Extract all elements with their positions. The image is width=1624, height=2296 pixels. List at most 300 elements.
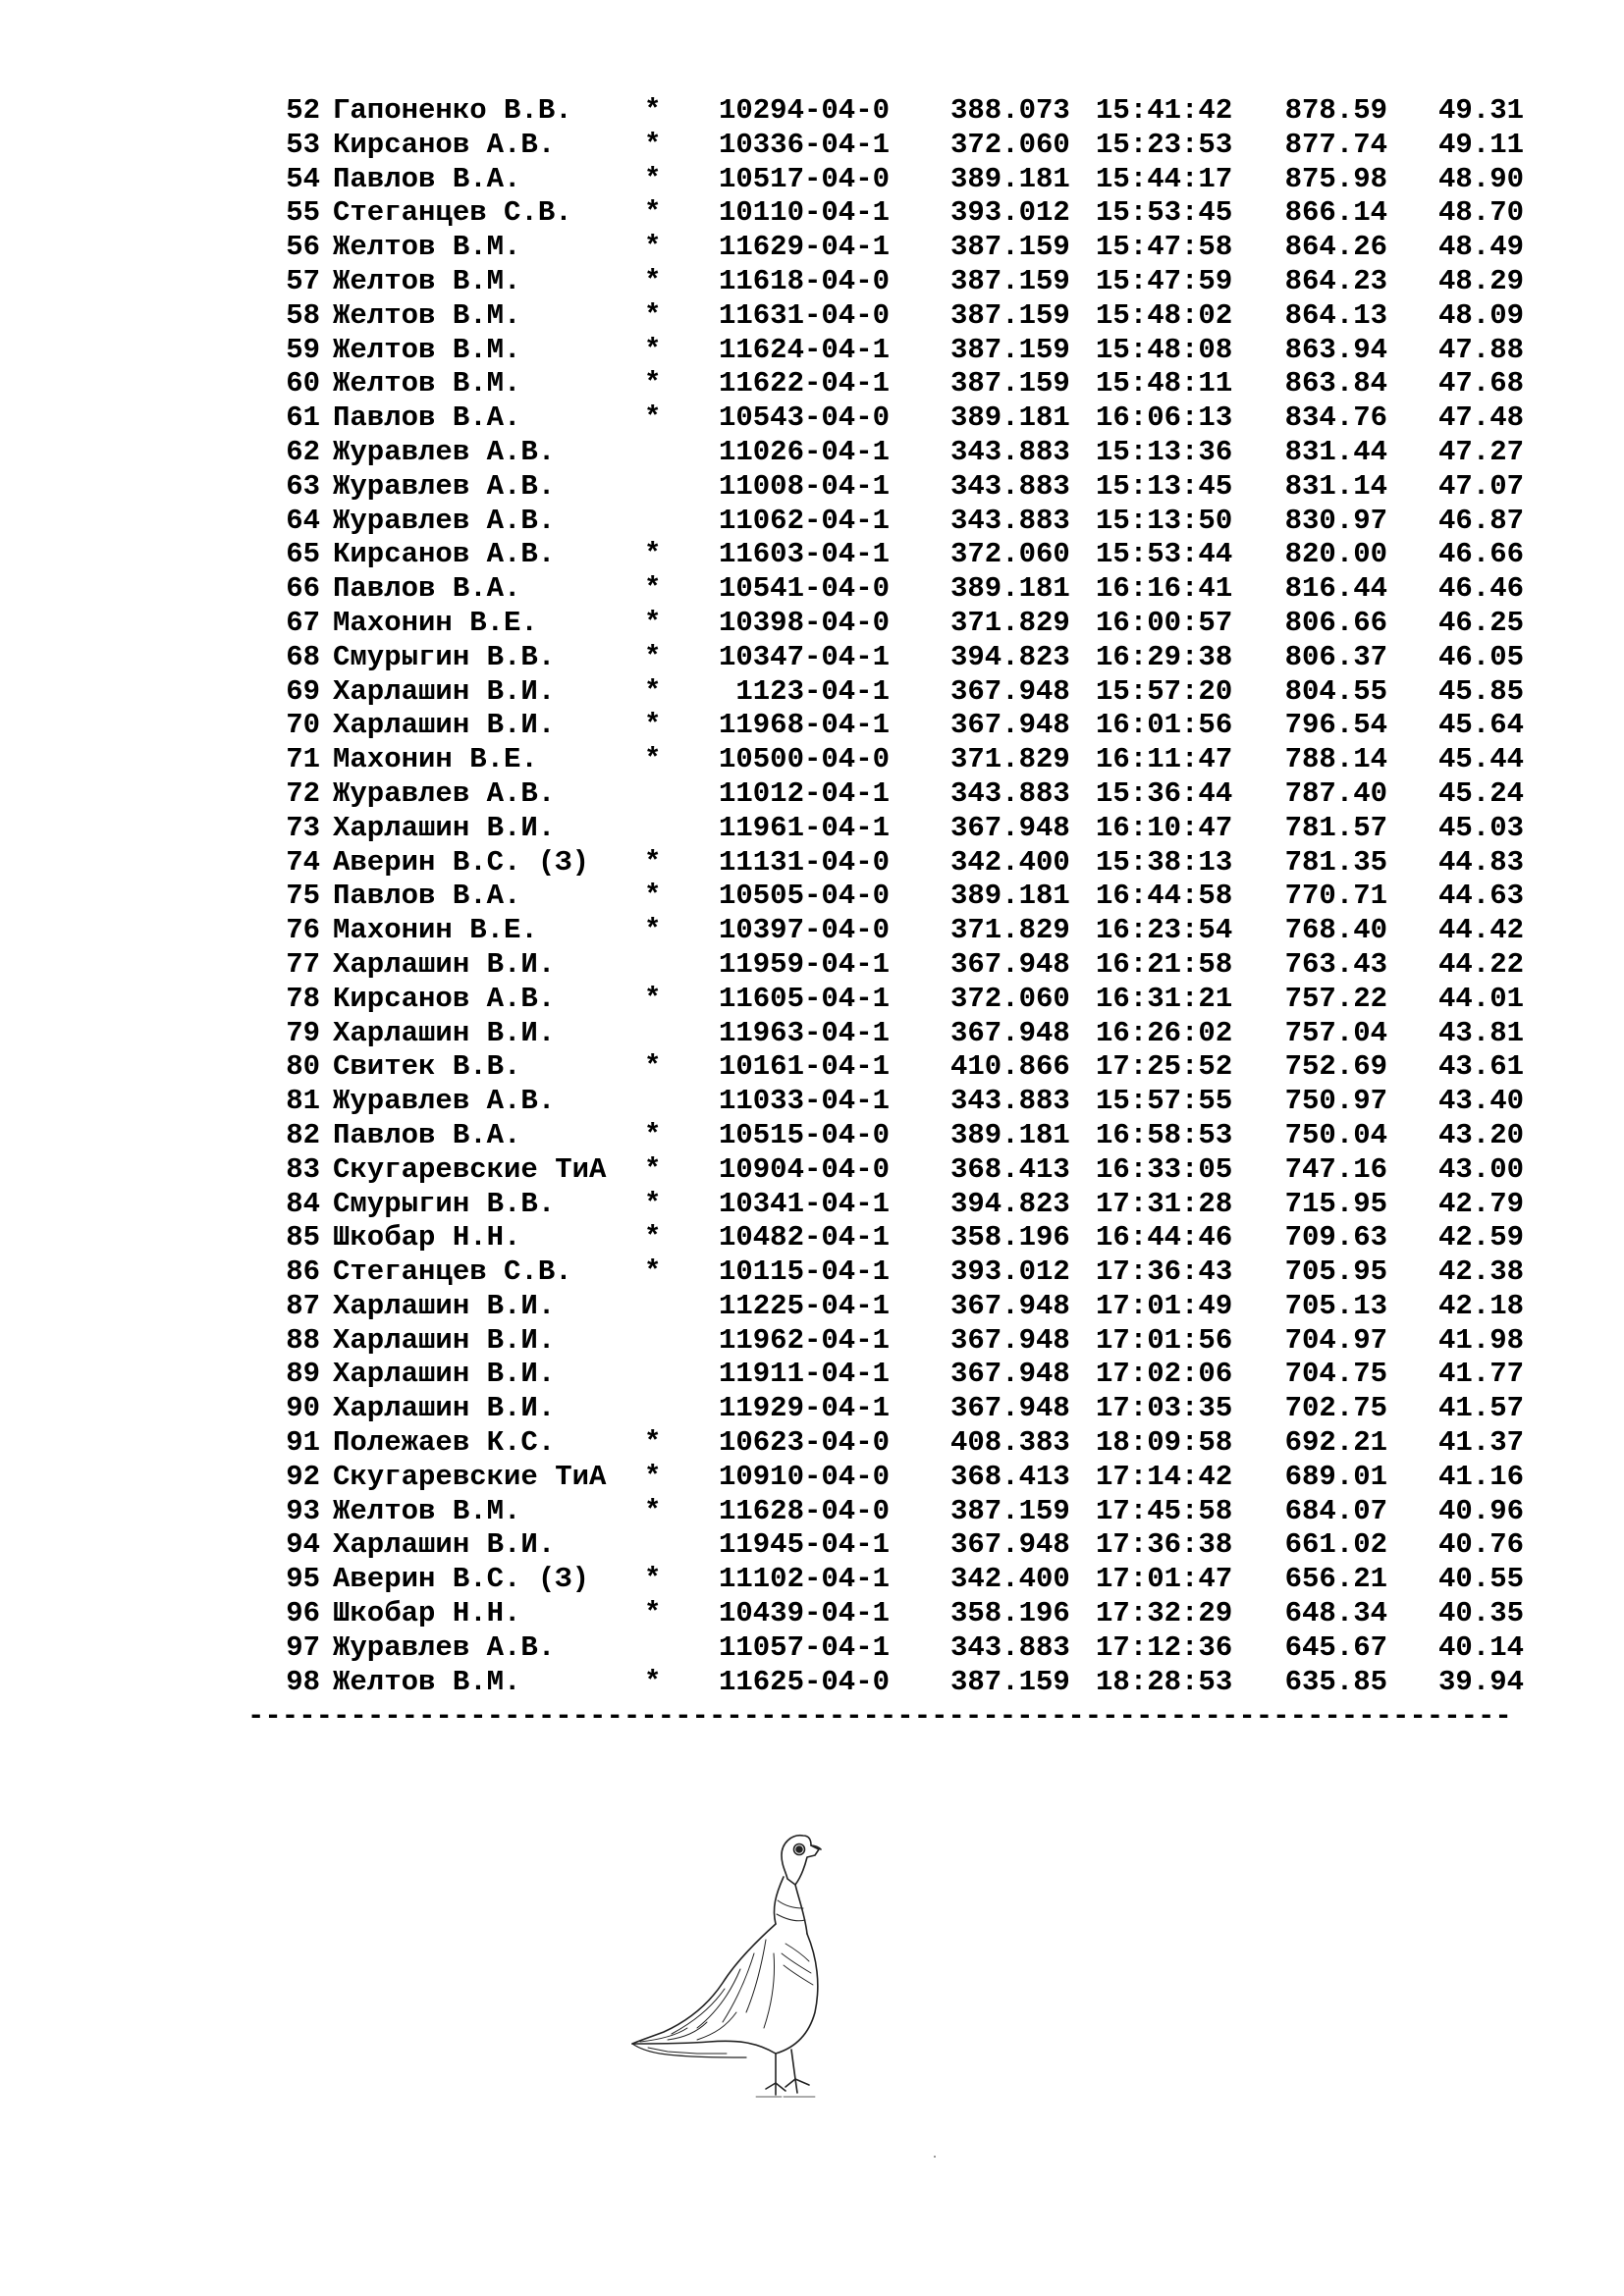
ring-number: 11603-04-1 [718, 538, 890, 571]
arrival-time: 15:53:44 [1096, 538, 1233, 571]
speed-value: 763.43 [1284, 947, 1387, 981]
fancier-name: Кирсанов А.В. [333, 982, 556, 1015]
place-number: 77 [286, 947, 320, 981]
star-marker: * [644, 162, 662, 195]
table-row [281, 743, 1557, 777]
place-number: 56 [286, 231, 320, 264]
place-number: 85 [286, 1221, 320, 1255]
fancier-name: Шкобар Н.Н. [333, 1221, 521, 1255]
fancier-name: Кирсанов А.В. [333, 128, 556, 161]
arrival-time: 16:44:58 [1096, 880, 1233, 913]
table-row [281, 1666, 1557, 1700]
speed-value: 796.54 [1284, 709, 1387, 742]
place-number: 57 [286, 264, 320, 297]
arrival-time: 15:23:53 [1096, 128, 1233, 161]
place-number: 79 [286, 1016, 320, 1049]
speed-value: 757.04 [1284, 1016, 1387, 1049]
table-row [281, 1153, 1557, 1188]
distance-value: 367.948 [950, 1323, 1070, 1357]
arrival-time: 15:38:13 [1096, 845, 1233, 879]
table-row [281, 401, 1557, 436]
ring-number: 10398-04-0 [718, 606, 890, 639]
distance-value: 343.883 [950, 504, 1070, 537]
fancier-name: Павлов В.А. [333, 1118, 521, 1151]
arrival-time: 17:32:29 [1096, 1597, 1233, 1630]
points-value: 43.00 [1437, 1152, 1524, 1186]
arrival-time: 16:44:46 [1096, 1221, 1233, 1255]
fancier-name: Гапоненко В.В. [333, 94, 572, 127]
fancier-name: Скугаревские ТиА [333, 1460, 607, 1493]
table-row [281, 436, 1557, 470]
arrival-time: 15:13:50 [1096, 504, 1233, 537]
place-number: 52 [286, 94, 320, 127]
points-value: 44.63 [1437, 880, 1524, 913]
ring-number: 11622-04-1 [718, 367, 890, 400]
table-row [281, 1495, 1557, 1529]
place-number: 87 [286, 1289, 320, 1322]
distance-value: 372.060 [950, 982, 1070, 1015]
points-value: 40.96 [1437, 1494, 1524, 1527]
ring-number: 11911-04-1 [718, 1358, 890, 1391]
fancier-name: Желтов В.М. [333, 1494, 521, 1527]
ring-number: 11033-04-1 [718, 1085, 890, 1118]
speed-value: 804.55 [1284, 674, 1387, 708]
speed-value: 704.97 [1284, 1323, 1387, 1357]
distance-value: 372.060 [950, 128, 1070, 161]
arrival-time: 16:10:47 [1096, 811, 1233, 844]
speed-value: 656.21 [1284, 1563, 1387, 1596]
speed-value: 750.04 [1284, 1118, 1387, 1151]
speed-value: 692.21 [1284, 1426, 1387, 1460]
arrival-time: 15:41:42 [1096, 94, 1233, 127]
arrival-time: 17:02:06 [1096, 1358, 1233, 1391]
points-value: 45.24 [1437, 776, 1524, 810]
fancier-name: Махонин В.Е. [333, 743, 538, 776]
table-row [281, 607, 1557, 641]
ring-number: 11605-04-1 [718, 982, 890, 1015]
points-value: 49.31 [1437, 94, 1524, 127]
points-value: 45.85 [1437, 674, 1524, 708]
points-value: 47.27 [1437, 435, 1524, 468]
fancier-name: Журавлев А.В. [333, 504, 556, 537]
arrival-time: 17:36:43 [1096, 1255, 1233, 1289]
fancier-name: Журавлев А.В. [333, 435, 556, 468]
distance-value: 342.400 [950, 845, 1070, 879]
fancier-name: Харлашин В.И. [333, 709, 556, 742]
points-value: 44.42 [1437, 914, 1524, 947]
fancier-name: Махонин В.Е. [333, 914, 538, 947]
points-value: 41.16 [1437, 1460, 1524, 1493]
points-value: 42.18 [1437, 1289, 1524, 1322]
arrival-time: 16:23:54 [1096, 914, 1233, 947]
star-marker: * [644, 1460, 662, 1493]
distance-value: 358.196 [950, 1597, 1070, 1630]
speed-value: 781.35 [1284, 845, 1387, 879]
distance-value: 368.413 [950, 1460, 1070, 1493]
points-value: 43.61 [1437, 1050, 1524, 1084]
arrival-time: 16:21:58 [1096, 947, 1233, 981]
table-row [281, 1597, 1557, 1631]
ring-number: 11057-04-1 [718, 1630, 890, 1664]
table-row [281, 777, 1557, 812]
speed-value: 877.74 [1284, 128, 1387, 161]
ring-number: 10623-04-0 [718, 1426, 890, 1460]
distance-value: 389.181 [950, 401, 1070, 435]
ring-number: 10115-04-1 [718, 1255, 890, 1289]
table-row [281, 1426, 1557, 1461]
star-marker: * [644, 333, 662, 366]
speed-value: 645.67 [1284, 1630, 1387, 1664]
fancier-name: Шкобар Н.Н. [333, 1597, 521, 1630]
distance-value: 388.073 [950, 94, 1070, 127]
distance-value: 372.060 [950, 538, 1070, 571]
points-value: 40.35 [1437, 1597, 1524, 1630]
place-number: 65 [286, 538, 320, 571]
speed-value: 781.57 [1284, 811, 1387, 844]
points-value: 45.64 [1437, 709, 1524, 742]
speed-value: 702.75 [1284, 1392, 1387, 1425]
place-number: 58 [286, 298, 320, 332]
distance-value: 367.948 [950, 1289, 1070, 1322]
speed-value: 648.34 [1284, 1597, 1387, 1630]
points-value: 43.81 [1437, 1016, 1524, 1049]
table-row [281, 812, 1557, 846]
fancier-name: Смурыгин В.В. [333, 640, 556, 673]
distance-value: 389.181 [950, 880, 1070, 913]
place-number: 84 [286, 1187, 320, 1220]
distance-value: 387.159 [950, 1494, 1070, 1527]
place-number: 94 [286, 1528, 320, 1562]
arrival-time: 15:48:02 [1096, 298, 1233, 332]
place-number: 73 [286, 811, 320, 844]
place-number: 96 [286, 1597, 320, 1630]
star-marker: * [644, 743, 662, 776]
speed-value: 820.00 [1284, 538, 1387, 571]
table-row [281, 914, 1557, 948]
points-value: 46.66 [1437, 538, 1524, 571]
table-row [281, 1631, 1557, 1666]
distance-value: 371.829 [950, 606, 1070, 639]
speed-value: 689.01 [1284, 1460, 1387, 1493]
table-row [281, 1255, 1557, 1290]
speed-value: 715.95 [1284, 1187, 1387, 1220]
points-value: 41.77 [1437, 1358, 1524, 1391]
star-marker: * [644, 538, 662, 571]
fancier-name: Скугаревские ТиА [333, 1152, 607, 1186]
distance-value: 387.159 [950, 231, 1070, 264]
speed-value: 816.44 [1284, 572, 1387, 606]
table-row [281, 367, 1557, 401]
table-row [281, 1188, 1557, 1222]
table-row [281, 1461, 1557, 1495]
arrival-time: 16:31:21 [1096, 982, 1233, 1015]
place-number: 60 [286, 367, 320, 400]
table-row [281, 265, 1557, 299]
distance-value: 367.948 [950, 1392, 1070, 1425]
fancier-name: Павлов В.А. [333, 572, 521, 606]
table-row [281, 675, 1557, 710]
fancier-name: Смурыгин В.В. [333, 1187, 556, 1220]
points-value: 47.48 [1437, 401, 1524, 435]
distance-value: 389.181 [950, 1118, 1070, 1151]
ring-number: 11026-04-1 [718, 435, 890, 468]
distance-value: 343.883 [950, 469, 1070, 503]
distance-value: 367.948 [950, 709, 1070, 742]
fancier-name: Харлашин В.И. [333, 1528, 556, 1562]
distance-value: 371.829 [950, 914, 1070, 947]
points-value: 48.49 [1437, 231, 1524, 264]
speed-value: 863.94 [1284, 333, 1387, 366]
table-row [281, 538, 1557, 572]
ring-number: 10515-04-0 [718, 1118, 890, 1151]
distance-value: 387.159 [950, 264, 1070, 297]
points-value: 42.59 [1437, 1221, 1524, 1255]
ring-number: 11102-04-1 [718, 1563, 890, 1596]
points-value: 41.98 [1437, 1323, 1524, 1357]
distance-value: 367.948 [950, 811, 1070, 844]
ring-number: 11961-04-1 [718, 811, 890, 844]
star-marker: * [644, 264, 662, 297]
ring-number: 10347-04-1 [718, 640, 890, 673]
arrival-time: 17:01:49 [1096, 1289, 1233, 1322]
arrival-time: 16:33:05 [1096, 1152, 1233, 1186]
ring-number: 1123-04-1 [735, 674, 890, 708]
star-marker: * [644, 1563, 662, 1596]
place-number: 76 [286, 914, 320, 947]
fancier-name: Свитек В.В. [333, 1050, 521, 1084]
star-marker: * [644, 1255, 662, 1289]
ring-number: 11945-04-1 [718, 1528, 890, 1562]
fancier-name: Павлов В.А. [333, 880, 521, 913]
ring-number: 11624-04-1 [718, 333, 890, 366]
fancier-name: Журавлев А.В. [333, 776, 556, 810]
arrival-time: 15:48:08 [1096, 333, 1233, 366]
star-marker: * [644, 94, 662, 127]
speed-value: 866.14 [1284, 196, 1387, 230]
speed-value: 635.85 [1284, 1665, 1387, 1698]
distance-value: 367.948 [950, 1016, 1070, 1049]
star-marker: * [644, 298, 662, 332]
distance-value: 367.948 [950, 1528, 1070, 1562]
speed-value: 830.97 [1284, 504, 1387, 537]
distance-value: 343.883 [950, 1630, 1070, 1664]
table-row [281, 1563, 1557, 1597]
speed-value: 864.23 [1284, 264, 1387, 297]
fancier-name: Стеганцев С.В. [333, 1255, 572, 1289]
place-number: 72 [286, 776, 320, 810]
ring-number: 11012-04-1 [718, 776, 890, 810]
place-number: 64 [286, 504, 320, 537]
ring-number: 11131-04-0 [718, 845, 890, 879]
points-value: 48.09 [1437, 298, 1524, 332]
arrival-time: 15:47:59 [1096, 264, 1233, 297]
speed-value: 863.84 [1284, 367, 1387, 400]
speed-value: 864.26 [1284, 231, 1387, 264]
points-value: 48.29 [1437, 264, 1524, 297]
star-marker: * [644, 1187, 662, 1220]
ring-number: 10397-04-0 [718, 914, 890, 947]
star-marker: * [644, 880, 662, 913]
speed-value: 788.14 [1284, 743, 1387, 776]
distance-value: 343.883 [950, 776, 1070, 810]
table-row [281, 1017, 1557, 1051]
speed-value: 747.16 [1284, 1152, 1387, 1186]
distance-value: 368.413 [950, 1152, 1070, 1186]
ring-number: 10439-04-1 [718, 1597, 890, 1630]
speed-value: 750.97 [1284, 1085, 1387, 1118]
fancier-name: Желтов В.М. [333, 231, 521, 264]
place-number: 88 [286, 1323, 320, 1357]
arrival-time: 17:14:42 [1096, 1460, 1233, 1493]
table-row [281, 1290, 1557, 1324]
star-marker: * [644, 1597, 662, 1630]
place-number: 80 [286, 1050, 320, 1084]
ring-number: 11618-04-0 [718, 264, 890, 297]
place-number: 74 [286, 845, 320, 879]
points-value: 41.57 [1437, 1392, 1524, 1425]
fancier-name: Павлов В.А. [333, 162, 521, 195]
star-marker: * [644, 128, 662, 161]
ring-number: 10500-04-0 [718, 743, 890, 776]
star-marker: * [644, 572, 662, 606]
ring-number: 10161-04-1 [718, 1050, 890, 1084]
table-row [281, 641, 1557, 675]
place-number: 69 [286, 674, 320, 708]
speed-value: 705.13 [1284, 1289, 1387, 1322]
points-value: 47.07 [1437, 469, 1524, 503]
arrival-time: 15:13:36 [1096, 435, 1233, 468]
fancier-name: Желтов В.М. [333, 298, 521, 332]
ring-number: 10336-04-1 [718, 128, 890, 161]
arrival-time: 16:29:38 [1096, 640, 1233, 673]
distance-value: 387.159 [950, 1665, 1070, 1698]
arrival-time: 16:58:53 [1096, 1118, 1233, 1151]
fancier-name: Кирсанов А.В. [333, 538, 556, 571]
distance-value: 358.196 [950, 1221, 1070, 1255]
points-value: 41.37 [1437, 1426, 1524, 1460]
star-marker: * [644, 982, 662, 1015]
place-number: 53 [286, 128, 320, 161]
distance-value: 342.400 [950, 1563, 1070, 1596]
speed-value: 831.14 [1284, 469, 1387, 503]
pigeon-illustration-icon [628, 1826, 903, 2140]
place-number: 62 [286, 435, 320, 468]
points-value: 46.25 [1437, 606, 1524, 639]
fancier-name: Махонин В.Е. [333, 606, 538, 639]
ring-number: 11225-04-1 [718, 1289, 890, 1322]
points-value: 47.88 [1437, 333, 1524, 366]
fancier-name: Харлашин В.И. [333, 674, 556, 708]
table-row [281, 94, 1557, 129]
speed-value: 684.07 [1284, 1494, 1387, 1527]
star-marker: * [644, 845, 662, 879]
ring-number: 11963-04-1 [718, 1016, 890, 1049]
table-row [281, 196, 1557, 231]
place-number: 78 [286, 982, 320, 1015]
arrival-time: 17:12:36 [1096, 1630, 1233, 1664]
arrival-time: 16:06:13 [1096, 401, 1233, 435]
table-row [281, 1528, 1557, 1563]
fancier-name: Журавлев А.В. [333, 1085, 556, 1118]
star-marker: * [644, 1152, 662, 1186]
speed-value: 834.76 [1284, 401, 1387, 435]
ring-number: 10543-04-0 [718, 401, 890, 435]
points-value: 46.46 [1437, 572, 1524, 606]
ring-number: 10910-04-0 [718, 1460, 890, 1493]
star-marker: * [644, 1426, 662, 1460]
distance-value: 387.159 [950, 367, 1070, 400]
place-number: 93 [286, 1494, 320, 1527]
fancier-name: Павлов В.А. [333, 401, 521, 435]
distance-value: 410.866 [950, 1050, 1070, 1084]
ring-number: 11929-04-1 [718, 1392, 890, 1425]
fancier-name: Желтов В.М. [333, 333, 521, 366]
table-row [281, 299, 1557, 334]
fancier-name: Харлашин В.И. [333, 1289, 556, 1322]
speed-value: 787.40 [1284, 776, 1387, 810]
speed-value: 705.95 [1284, 1255, 1387, 1289]
speed-value: 864.13 [1284, 298, 1387, 332]
ring-number: 10505-04-0 [718, 880, 890, 913]
fancier-name: Харлашин В.И. [333, 947, 556, 981]
points-value: 43.40 [1437, 1085, 1524, 1118]
fancier-name: Харлашин В.И. [333, 1392, 556, 1425]
arrival-time: 18:09:58 [1096, 1426, 1233, 1460]
table-row [281, 1392, 1557, 1426]
ring-number: 11631-04-0 [718, 298, 890, 332]
place-number: 95 [286, 1563, 320, 1596]
arrival-time: 16:26:02 [1096, 1016, 1233, 1049]
fancier-name: Желтов В.М. [333, 264, 521, 297]
fancier-name: Полежаев К.С. [333, 1426, 556, 1460]
fancier-name: Аверин В.С. (З) [333, 845, 590, 879]
star-marker: * [644, 674, 662, 708]
table-row [281, 572, 1557, 607]
points-value: 44.22 [1437, 947, 1524, 981]
place-number: 66 [286, 572, 320, 606]
table-row [281, 880, 1557, 914]
place-number: 91 [286, 1426, 320, 1460]
distance-value: 367.948 [950, 674, 1070, 708]
arrival-time: 15:36:44 [1096, 776, 1233, 810]
points-value: 44.83 [1437, 845, 1524, 879]
table-row [281, 470, 1557, 505]
ring-number: 10294-04-0 [718, 94, 890, 127]
star-marker: * [644, 1118, 662, 1151]
star-marker: * [644, 196, 662, 230]
points-value: 42.79 [1437, 1187, 1524, 1220]
place-number: 92 [286, 1460, 320, 1493]
arrival-time: 17:01:47 [1096, 1563, 1233, 1596]
fancier-name: Аверин В.С. (З) [333, 1563, 590, 1596]
table-row [281, 1119, 1557, 1153]
ring-number: 11968-04-1 [718, 709, 890, 742]
table-row [281, 948, 1557, 983]
fancier-name: Журавлев А.В. [333, 1630, 556, 1664]
place-number: 81 [286, 1085, 320, 1118]
points-value: 39.94 [1437, 1665, 1524, 1698]
place-number: 67 [286, 606, 320, 639]
ring-number: 10541-04-0 [718, 572, 890, 606]
table-row [281, 129, 1557, 163]
points-value: 42.38 [1437, 1255, 1524, 1289]
points-value: 47.68 [1437, 367, 1524, 400]
arrival-time: 17:25:52 [1096, 1050, 1233, 1084]
speed-value: 878.59 [1284, 94, 1387, 127]
place-number: 68 [286, 640, 320, 673]
place-number: 59 [286, 333, 320, 366]
ring-number: 11008-04-1 [718, 469, 890, 503]
